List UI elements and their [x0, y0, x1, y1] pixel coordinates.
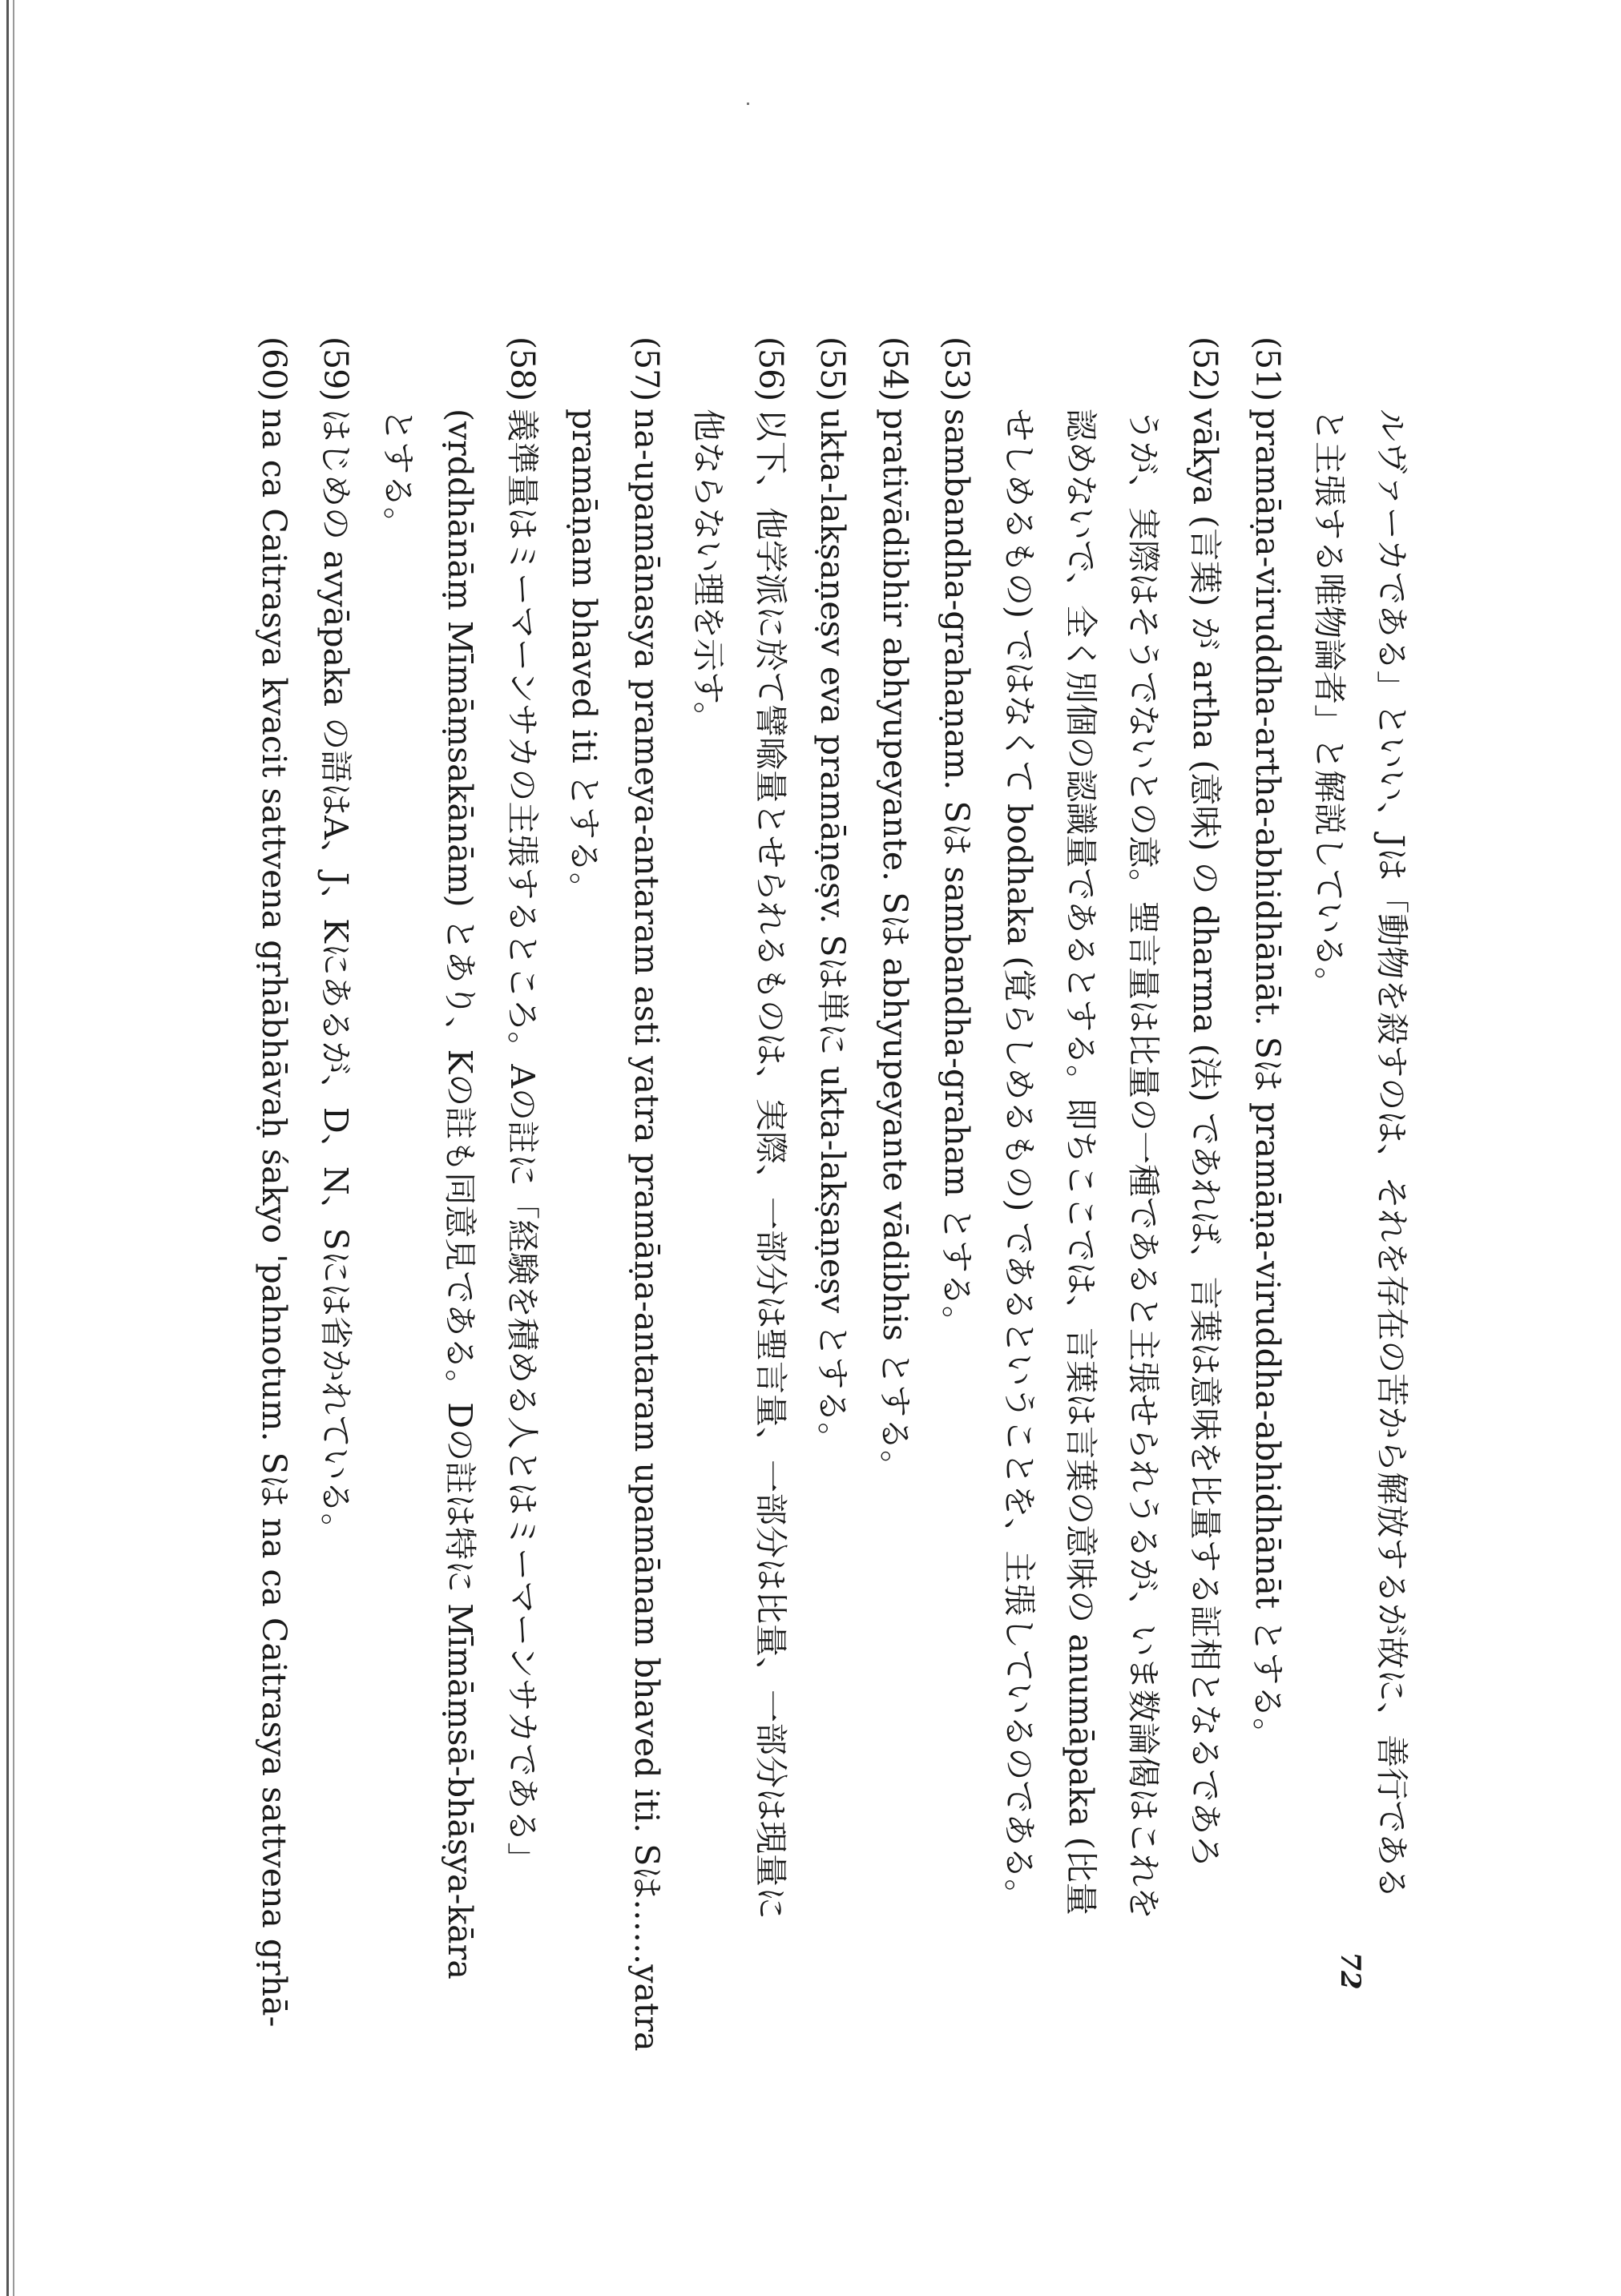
binding-edge-shadow	[13, 0, 14, 2296]
footnote-line: 認めないで、全く別個の認識量であるとする。即ちここでは、言葉は言葉の意味の anumāpaka (比量	[1062, 409, 1101, 1915]
footnote-line: sambandha-grahaṇam. Sは sambandha-graham とする。	[938, 409, 977, 1339]
footnote	[677, 336, 801, 2027]
footnote-text	[925, 409, 988, 2027]
footnotes-block	[243, 336, 1423, 2052]
footnote-text	[243, 409, 305, 2027]
footnote-line: (vṛddhānāṃ Mīmāṃsakānām) とあり、Kの註も同意見である。Dの註は特に Mīmāṃsā-bhāṣya-kāra	[441, 409, 480, 1980]
footnote	[988, 336, 1236, 2027]
footnote-text	[367, 409, 554, 2027]
footnote-number: (60)	[255, 336, 293, 401]
footnote-line: 義準量はミーマーンサカの主張するところ。Aの註に「経験を積める人とはミーマーンサカである」	[503, 409, 542, 1875]
footnote-line: 他ならない理を示す。	[689, 409, 728, 735]
footnote-line: prativādibhir abhyupeyante. Sは abhyupeyante vādibhis とする。	[876, 409, 914, 1484]
footnote	[304, 336, 367, 2027]
binding-edge-line	[6, 0, 9, 2296]
footnote-number: (58)	[503, 336, 542, 401]
footnote-text	[988, 409, 1236, 2027]
footnote-number: (55)	[813, 336, 853, 401]
footnote-line: と主張する唯物論者」と解説している。	[1310, 409, 1349, 1000]
footnote-line: ルヴァーカである」といい、Jは「動物を殺すのは、それを存在の苦から解放するが故に、善行である	[1373, 409, 1411, 1899]
footnote-text	[677, 409, 801, 2027]
footnote	[553, 336, 677, 2052]
footnote	[1298, 336, 1422, 2027]
footnote-line: pramāṇam bhaved iti とする。	[565, 409, 604, 905]
footnote-line: うが、実際はそうでないとの意。聖言量は比量の一種であると主張せられうるが、いま数論偈はこれを	[1124, 409, 1163, 1919]
footnote-line: せしめるもの) ではなくて bodhaka (覚らしめるもの) であるということを、主張しているのである。	[1000, 409, 1038, 1912]
footnote	[243, 336, 305, 2027]
footnote-line: とする。	[379, 409, 417, 540]
footnote-line: na ca Caitrasya kvacit sattvena gṛhābhāvaḥ śakyo 'pahnotum. Sは na ca Caitrasya sattvena gṛhā-	[255, 409, 293, 2028]
footnote	[367, 336, 554, 2027]
footnote-text	[304, 409, 367, 2027]
footnote	[801, 336, 864, 2027]
footnote-line: はじめの avyāpaka の語はA、J、Kにあるが、D、N、Sには省かれている。	[317, 409, 356, 1546]
footnote-text	[553, 409, 677, 2052]
footnote-text	[801, 409, 864, 2027]
footnote-text	[1236, 409, 1299, 2027]
footnote-number: (51)	[1248, 336, 1287, 401]
footnote-line: vākya (言葉) が artha (意味) の dharma (法) であれば、言葉は意味を比量する証相となるであろ	[1186, 409, 1225, 1868]
footnote-line: 以下、他学派に於て譬喩量とせられるものは、実際、一部分は聖言量、一部分は比量、一部分は現量に	[752, 409, 790, 1919]
footnote-line: na-upamānasya prameya-antaram asti yatra pramāṇa-antaram upamānam bhaved iti. Sは……yatra	[627, 409, 666, 2052]
speck	[747, 103, 749, 105]
footnote-number: (52)	[1186, 336, 1225, 401]
footnote	[1236, 336, 1299, 2027]
footnote-number: (59)	[317, 336, 356, 401]
footnote-text	[864, 409, 926, 2027]
footnote	[864, 336, 926, 2027]
footnote-number: (54)	[876, 336, 914, 401]
page-number: 72	[1334, 1952, 1366, 1990]
footnote-number: (56)	[752, 336, 790, 401]
footnote-line: ukta-lakṣaṇeṣv eva pramāṇeṣv. Sは単に ukta-lakṣaṇeṣv とする。	[813, 409, 853, 1456]
footnote-number: (53)	[938, 336, 977, 401]
footnote	[925, 336, 988, 2027]
footnote-number: (57)	[627, 336, 666, 401]
footnote-text	[1298, 409, 1422, 2027]
footnote-line: pramāṇa-viruddha-artha-abhidhānāt. Sは pramāṇa-viruddha-abhidhānāt とする。	[1248, 409, 1287, 1751]
